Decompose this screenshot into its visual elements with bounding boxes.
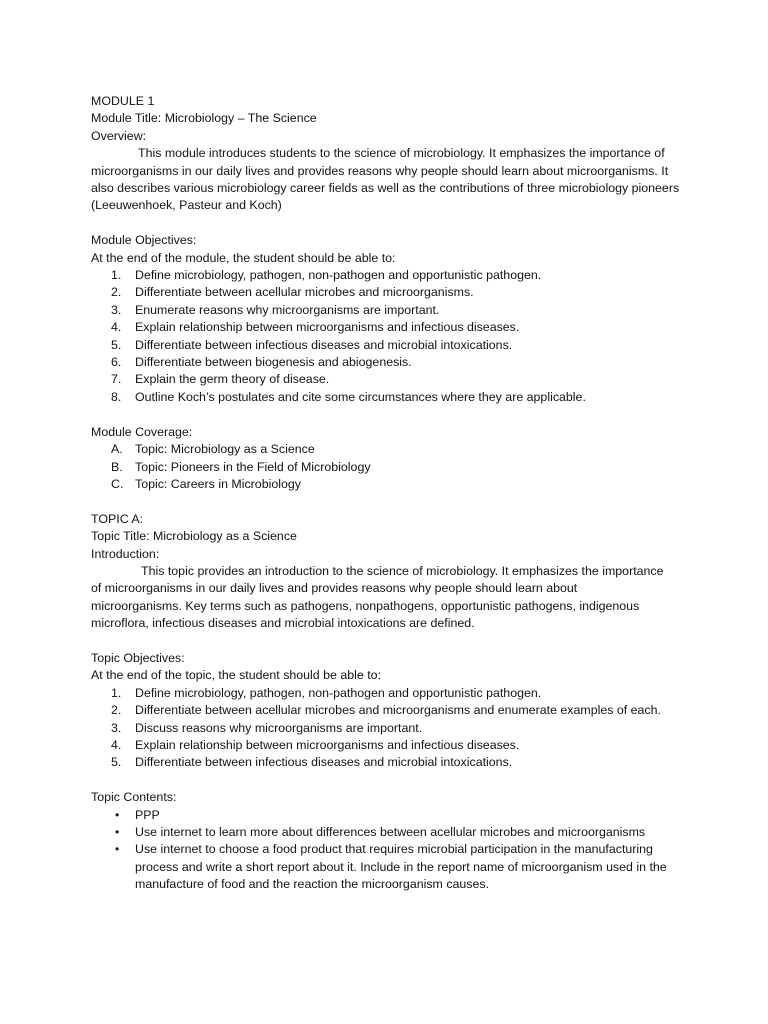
document-body [91,93,691,894]
content-text: Use internet to choose a food product that requires microbial participation in the manufacturing process and write a short report about it. Include in the report name of microorganism used in the manufacture of food and the reaction the microorganism causes. [135,842,667,892]
spacer [91,215,691,232]
overview-text: This module introduces students to the science of microbiology. It emphasizes the importance of microorganisms in our daily lives and provides reasons why people should learn about microorganisms. It also describes various microbiology career fields as well as the contributions of three microbiology pioneers (Leeuwenhoek, Pasteur and Koch) [91,146,680,213]
list-item [91,302,691,319]
list-item [91,337,691,354]
list-item [91,841,673,893]
list-item [91,737,691,754]
list-item [91,476,691,493]
objective-text: Differentiate between acellular microbes and microorganisms and enumerate examples of each. [135,703,661,718]
list-marker: A. [111,442,123,457]
list-marker: 4. [111,320,122,335]
objective-text: Explain relationship between microorganisms and infectious diseases. [135,320,520,335]
list-item [91,702,691,719]
list-item [91,685,691,702]
module-title: Module Title: Microbiology – The Science [91,111,317,126]
objective-text: Differentiate between biogenesis and abiogenesis. [135,355,412,370]
topic-objectives-list [91,685,691,772]
content-text: PPP [135,807,160,822]
list-item [91,807,691,824]
list-marker: 1. [111,685,122,700]
list-marker: 3. [111,720,122,735]
list-marker: 6. [111,355,122,370]
list-marker: 2. [111,703,122,718]
topic-label: TOPIC A: [91,511,144,526]
list-item [91,824,691,841]
module-objectives-heading: Module Objectives: [91,233,197,248]
introduction-text: This topic provides an introduction to the science of microbiology. It emphasizes the importance of microorganisms in our daily lives and provides reasons why people should learn about microorganisms. Key terms such as pathogens, nonpathogens, opportunistic pathogens, indigenous microflora, infectious diseases and microbial intoxications are defined. [91,563,664,631]
objective-text: Discuss reasons why microorganisms are important. [135,720,423,735]
objective-text: Define microbiology, pathogen, non-pathogen and opportunistic pathogen. [135,268,542,283]
spacer [91,493,691,510]
list-item [91,754,691,771]
list-marker: B. [111,459,123,474]
list-marker: 7. [111,372,122,387]
objective-text: Explain relationship between microorganisms and infectious diseases. [135,737,520,752]
objective-text: Define microbiology, pathogen, non-pathogen and opportunistic pathogen. [135,685,542,700]
spacer [91,633,691,650]
objective-text: Outline Koch’s postulates and cite some circumstances where they are applicable. [135,389,586,404]
objective-text: Enumerate reasons why microorganisms are important. [135,302,440,317]
list-marker: 1. [111,268,122,283]
coverage-text: Topic: Pioneers in the Field of Microbiology [135,459,371,474]
bullet-marker: • [115,824,120,839]
topic-objectives-intro: At the end of the topic, the student should be able to: [91,668,382,683]
list-item [91,354,691,371]
objective-text: Differentiate between infectious diseases and microbial intoxications. [135,755,513,770]
list-item [91,267,691,284]
objective-text: Differentiate between infectious diseases and microbial intoxications. [135,337,513,352]
list-marker: C. [111,476,124,491]
content-text: Use internet to learn more about differences between acellular microbes and microorganisms [135,824,646,839]
objective-text: Explain the germ theory of disease. [135,372,330,387]
list-item [91,371,691,388]
bullet-marker: • [115,842,120,857]
objective-text: Differentiate between acellular microbes and microorganisms. [135,285,474,300]
list-marker: 2. [111,285,122,300]
list-item [91,389,691,406]
overview-heading: Overview: [91,128,147,143]
topic-contents-heading: Topic Contents: [91,790,177,805]
list-marker: 8. [111,389,122,404]
module-objectives-intro: At the end of the module, the student should be able to: [91,250,396,265]
list-marker: 5. [111,337,122,352]
coverage-text: Topic: Careers in Microbiology [135,476,301,491]
list-marker: 3. [111,302,122,317]
list-marker: 4. [111,737,122,752]
module-objectives-list [91,267,691,406]
list-item [91,720,691,737]
list-item [91,441,691,458]
module-coverage-list [91,441,691,493]
coverage-text: Topic: Microbiology as a Science [135,442,315,457]
module-label: MODULE 1 [91,94,155,108]
topic-objectives-heading: Topic Objectives: [91,650,185,665]
list-item [91,319,691,336]
list-marker: 5. [111,755,122,770]
topic-title: Topic Title: Microbiology as a Science [91,529,297,544]
list-item [91,284,691,301]
spacer [91,772,691,789]
spacer [91,406,691,423]
bullet-marker: • [115,807,120,822]
list-item [91,459,691,476]
topic-contents-list [91,807,691,894]
introduction-heading: Introduction: [91,546,160,561]
module-coverage-heading: Module Coverage: [91,424,193,439]
